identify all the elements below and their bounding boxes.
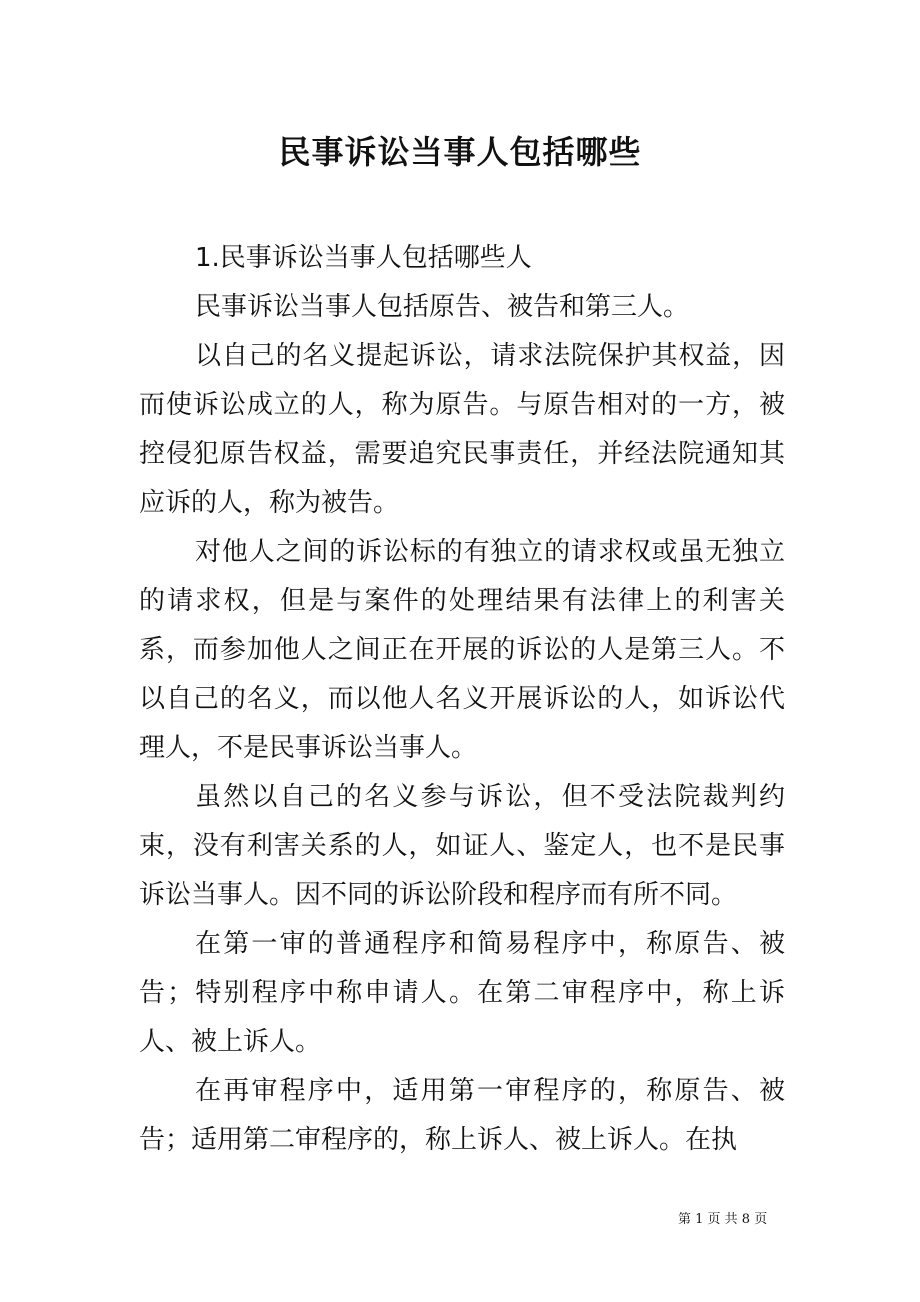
page-indicator: 第 1 页 共 8 页 [678,1212,768,1227]
paragraph: 对他人之间的诉讼标的有独立的请求权或虽无独立的请求权，但是与案件的处理结果有法律上的利害关系，而参加他人之间正在开展的诉讼的人是第三人。不以自己的名义，而以他人名义开展诉讼的人，如诉讼代理人，不是民事诉讼当事人。 [139,537,785,763]
paragraph: 在再审程序中，适用第一审程序的，称原告、被告；适用第二审程序的，称上诉人、被上诉人。在执 [139,1076,785,1155]
document-body [139,234,785,1165]
document-title: 民事诉讼当事人包括哪些 [278,133,642,171]
paragraph: 以自己的名义提起诉讼，请求法院保护其权益，因而使诉讼成立的人，称为原告。与原告相对的一方，被控侵犯原告权益，需要追究民事责任，并经法院通知其应诉的人，称为被告。 [139,341,785,518]
paragraph: 在第一审的普通程序和简易程序中，称原告、被告；特别程序中称申请人。在第二审程序中，称上诉人、被上诉人。 [139,929,785,1057]
paragraph-heading: 1.民事诉讼当事人包括哪些人 [195,243,532,273]
paragraph: 虽然以自己的名义参与诉讼，但不受法院裁判约束，没有利害关系的人，如证人、鉴定人，也不是民事诉讼当事人。因不同的诉讼阶段和程序而有所不同。 [139,782,785,910]
paragraph: 民事诉讼当事人包括原告、被告和第三人。 [195,292,690,322]
